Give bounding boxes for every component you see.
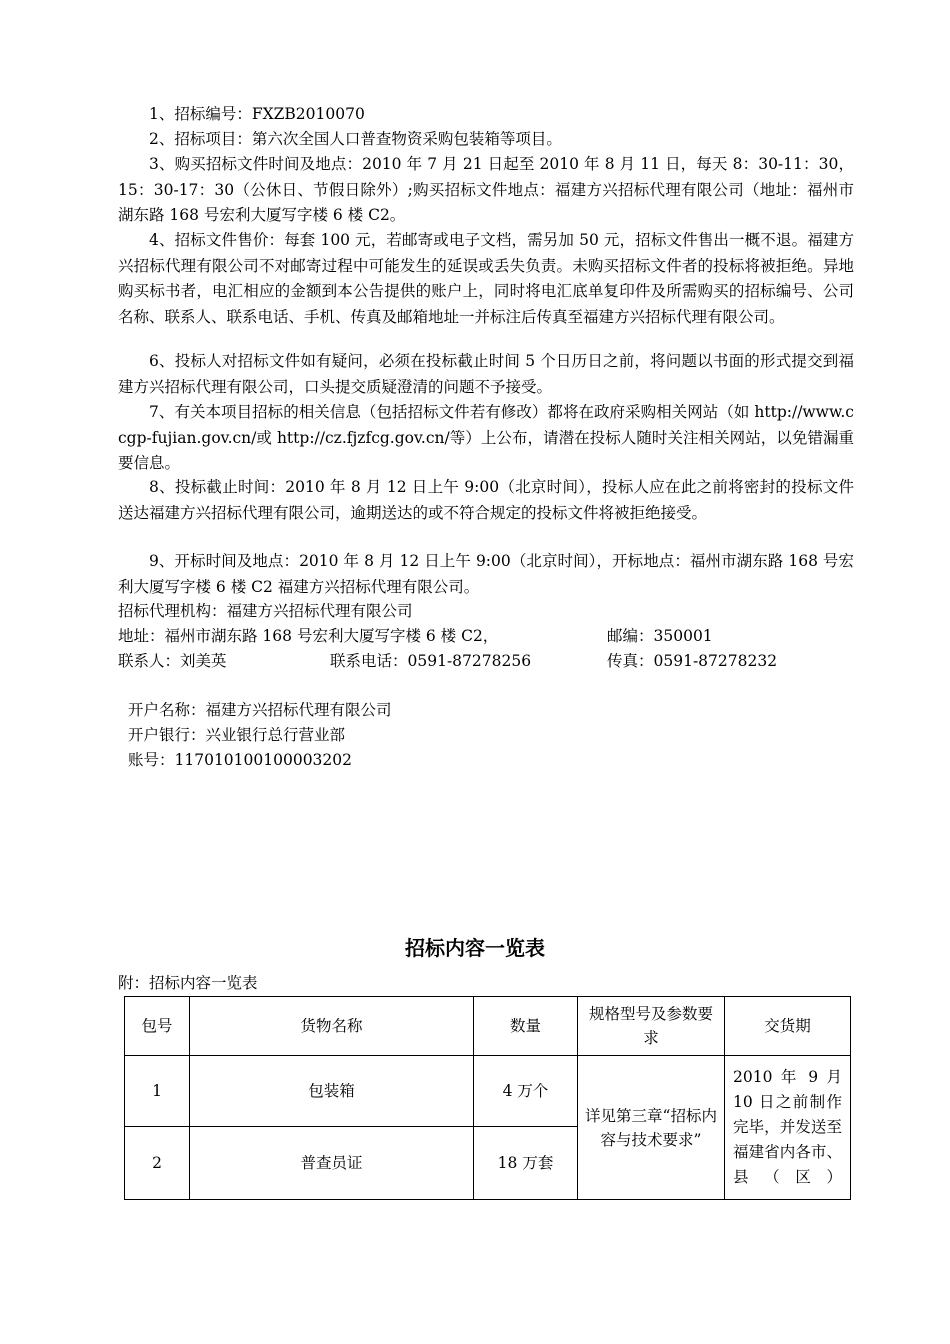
item-2-text: 2、招标项目：第六次全国人口普查物资采购包装箱等项目。 [149,130,562,148]
delivery-text: 2010 年 9 月 10 日之前制作完毕，并发送至福建省内各市、县（区） [733,1068,842,1186]
table-header-row [125,997,851,1056]
header-spec: 规格型号及参数要求 [578,997,725,1056]
cell-package-no: 2 [125,1127,190,1200]
agency-postcode: 邮编：350001 [607,627,713,645]
item-9 [118,549,854,600]
agency-name: 招标代理机构：福建方兴招标代理有限公司 [118,602,413,620]
item-9-text: 9、开标时间及地点：2010 年 8 月 12 日上午 9:00（北京时间），开标地点：福州市湖东路 168 号宏利大厦写字楼 6 楼 C2 福建方兴招标代理有限公司。 [118,552,854,596]
spec-text: 详见第三章“招标内容与技术要求” [585,1106,717,1149]
cell-quantity: 18 万套 [474,1127,578,1200]
item-3-text: 3、购买招标文件时间及地点：2010 年 7 月 21 日起至 2010 年 8 月 11 日，每天 8：30-11：30，15：30-17：30（公休日、节假日除外）;购买招标文件地点：福建方兴招标代理有限公司（地址：福州市湖东路 168 号宏利大厦写字楼 6 楼 C2。 [118,155,854,224]
item-4 [118,228,854,330]
item-2 [118,127,854,153]
item-3 [118,152,854,229]
cell-goods-name: 包装箱 [190,1056,474,1127]
cell-spec [578,1056,725,1200]
item-7-text: 7、有关本项目招标的相关信息（包括招标文件若有修改）都将在政府采购相关网站（如 http://www.ccgp-fujian.gov.cn/或 http://cz.fjzfcg.gov.cn/等）上公布，请潜在投标人随时关注相关网站，以免错漏重要信息。 [118,403,854,472]
item-1-text: 1、招标编号：FXZB2010070 [149,105,365,123]
agency-phone: 联系电话：0591-87278256 [330,652,532,670]
cell-package-no: 1 [125,1056,190,1127]
item-6 [118,349,854,400]
agency-fax: 传真：0591-87278232 [607,652,778,670]
items-table [124,996,851,1200]
item-8 [118,475,854,526]
header-package-no: 包号 [125,997,190,1056]
agency-address: 地址：福州市湖东路 168 号宏利大厦写字楼 6 楼 C2， [118,627,499,645]
cell-quantity: 4 万个 [474,1056,578,1127]
table-caption: 附：招标内容一览表 [118,974,258,992]
bank-name: 开户银行：兴业银行总行营业部 [128,726,346,744]
header-goods-name: 货物名称 [190,997,474,1056]
bank-account-number: 账号：117010100100003202 [128,751,353,769]
header-quantity: 数量 [474,997,578,1056]
item-7 [118,400,854,477]
agency-contact: 联系人：刘美英 [118,652,227,670]
table-title: 招标内容一览表 [405,936,545,960]
item-6-text: 6、投标人对招标文件如有疑问，必须在投标截止时间 5 个日历日之前，将问题以书面的形式提交到福建方兴招标代理有限公司，口头提交质疑澄清的问题不予接受。 [118,352,854,396]
bank-account-name: 开户名称：福建方兴招标代理有限公司 [128,701,392,719]
header-delivery: 交货期 [725,997,851,1056]
item-1 [118,102,854,128]
cell-delivery [725,1056,851,1200]
table-row [125,1056,851,1127]
item-8-text: 8、投标截止时间：2010 年 8 月 12 日上午 9:00（北京时间），投标人应在此之前将密封的投标文件送达福建方兴招标代理有限公司，逾期送达的或不符合规定的投标文件将被拒绝接受。 [118,478,854,522]
cell-goods-name: 普查员证 [190,1127,474,1200]
item-4-text: 4、招标文件售价：每套 100 元，若邮寄或电子文档，需另加 50 元，招标文件售出一概不退。福建方兴招标代理有限公司不对邮寄过程中可能发生的延误或丢失负责。未购买招标文件者的投标将被拒绝。异地购买标书者，电汇相应的金额到本公告提供的账户上，同时将电汇底单复印件及所需购买的招标编号、公司名称、联系人、联系电话、手机、传真及邮箱地址一并标注后传真至福建方兴招标代理有限公司。 [118,231,854,326]
